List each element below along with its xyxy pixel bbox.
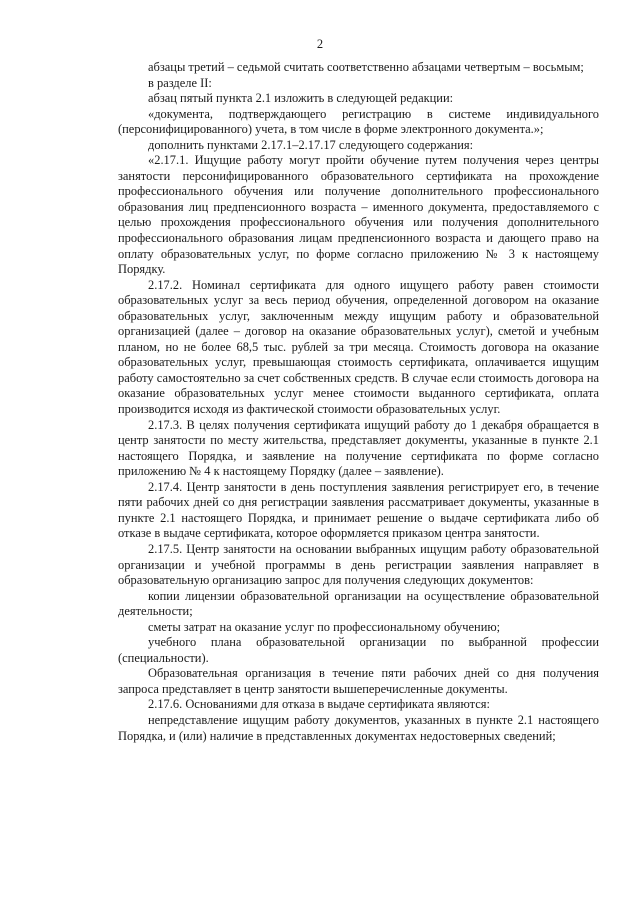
paragraph: в разделе II: (148, 75, 212, 90)
paragraph: «документа, подтверждающего регистрацию в системе индивидуального (персонифицированного) учета, в том числе в форме электронного документа.»; (118, 106, 599, 137)
paragraph: абзац пятый пункта 2.1 изложить в следующей редакции: (148, 91, 454, 106)
paragraph: учебного плана образовательной организации по выбранной профессии (специальности). (118, 635, 599, 665)
paragraph: копии лицензии образовательной организации на осуществление образовательной деятельности; (118, 588, 599, 619)
paragraph: 2.17.4. Центр занятости в день поступления заявления регистрирует его, в течение пяти рабочих дней со дня регистрации заявления рассматривает документы, указанные в пункте 2.1 настоящего Порядка, и принимает решение о выдаче сертификата либо об отказе в выдаче сертификата, которое оформляется приказом центра занятости. (118, 479, 599, 541)
paragraph: абзацы третий – седьмой считать соответственно абзацами четвертым – восьмым; (148, 60, 584, 74)
paragraph: 2.17.5. Центр занятости на основании выбранных ищущим работу образовательной организации и учебной программы в день регистрации заявления направляет в образовательную организацию запрос для получения следующих документов: (118, 541, 599, 588)
paragraph: «2.17.1. Ищущие работу могут пройти обучение путем получения через центры занятости персонифицированного образовательного сертификата на прохождение профессионального обучения или получение дополнительного профессионального образования лиц предпенсионного возраста – именного документа, предоставляемого с целью прохождения профессионального обучения или получения дополнительного профессионального образования лицам предпенсионного возраста и дающего право на оплату образовательных услуг, по форме согласно приложению № 3 к настоящему Порядку. (118, 153, 599, 277)
paragraph: дополнить пунктами 2.17.1–2.17.17 следующего содержания: (148, 137, 474, 152)
paragraph: Образовательная организация в течение пяти рабочих дней со дня получения запроса представляет в центр занятости вышеперечисленные документы. (118, 666, 599, 696)
page-number: 2 (316, 37, 324, 51)
paragraph: непредставление ищущим работу документов, указанных в пункте 2.1 настоящего Порядка, и (или) наличие в представленных документах недостоверных сведений; (118, 712, 599, 743)
document-body (118, 60, 599, 744)
paragraph: 2.17.6. Основаниями для отказа в выдаче сертификата являются: (148, 697, 490, 712)
paragraph: сметы затрат на оказание услуг по профессиональному обучению; (148, 619, 501, 634)
paragraph: 2.17.3. В целях получения сертификата ищущий работу до 1 декабря обращается в центр занятости по месту жительства, представляет документы, указанные в пункте 2.1 настоящего Порядка, и заявление на получение сертификата по форме согласно приложению № 4 к настоящему Порядку (далее – заявление). (118, 417, 599, 479)
paragraph: 2.17.2. Номинал сертификата для одного ищущего работу равен стоимости образовательных услуг за весь период обучения, определенной договором на оказание образовательных услуг, заключенным между ищущим работу и образовательной организацией (далее – договор на оказание образовательных услуг), сметой и учебным планом, но не более 68,5 тыс. рублей за три месяца. Стоимость договора на оказание образовательных услуг, превышающая стоимость сертификата, оплачивается ищущим работу самостоятельно за счет собственных средств. В случае если стоимость договора на оказание образовательных услуг менее стоимости выданного сертификата, оплата производится исходя из фактической стоимости образовательных услуг. (118, 277, 599, 417)
